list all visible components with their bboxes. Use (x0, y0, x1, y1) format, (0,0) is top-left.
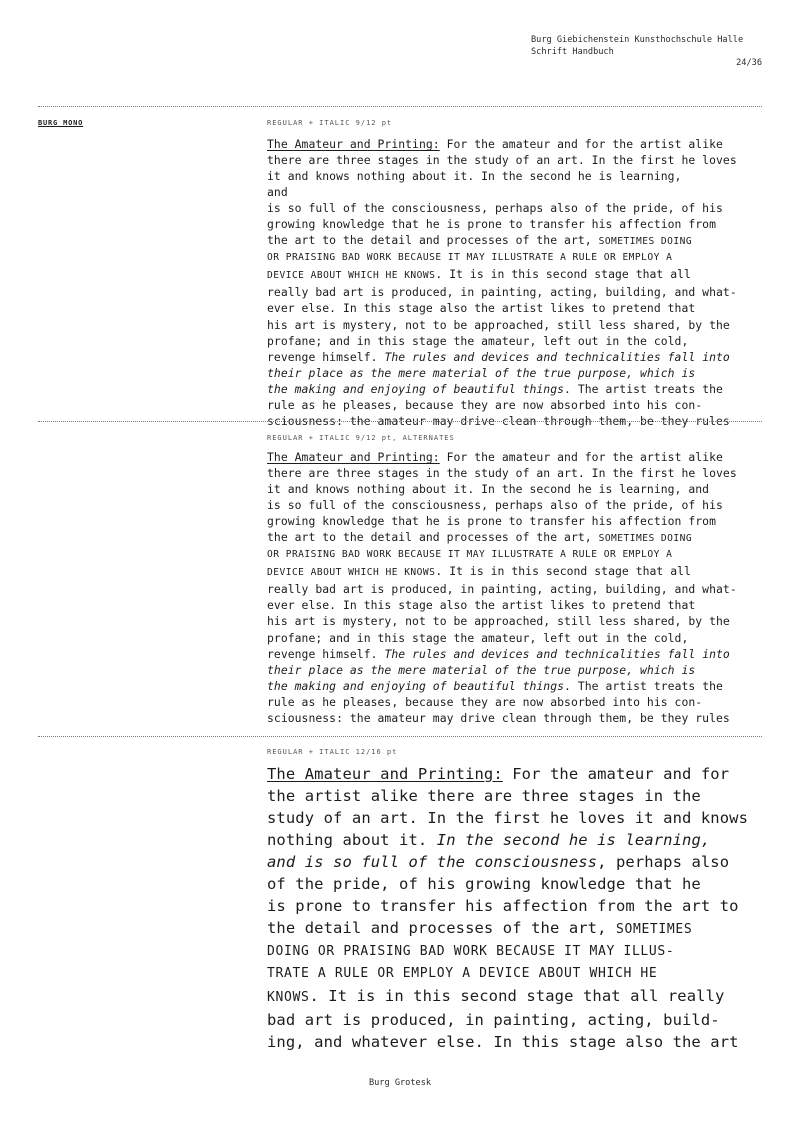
header-institution: Burg Giebichenstein Kunsthochschule Halle (531, 35, 744, 45)
sample-spec: REGULAR + ITALIC 9/12 pt (267, 119, 393, 127)
divider (38, 421, 762, 422)
divider (38, 736, 762, 737)
sample-heading: The Amateur and Printing: (267, 450, 440, 464)
type-sample: The Amateur and Printing: For the amateur and for the artist alike there are three stages in the study of an art. In the first he loves it and knows nothing about it. In the second he is learning, and is so full of the consciousness, perhaps also of the pride, of his growing knowledge that he is prone to transfer his affection from the art to the detail and processes of the art, SOMETIMES DOING OR PRAISING BAD WORK BECAUSE IT MAY ILLUS- TRATE A RULE OR EMPLOY A DEVICE ABOUT WHICH HE KNOWS. It is in this second stage that all really bad art is produced, in painting, acting, build- ing, and whatever else. In this stage also the art (267, 765, 749, 1051)
sample-spec: REGULAR + ITALIC 9/12 pt, ALTERNATES (267, 434, 455, 442)
header-document-title: Schrift Handbuch (531, 47, 614, 57)
font-name-label: BURG MONO (38, 119, 84, 127)
type-sample: The Amateur and Printing: For the amateur and for the artist alike there are three stages in the study of an art. In the first he loves it and knows nothing about it. In the second he is learning, and is so full of the consciousness, perhaps also of the pride, of his growing knowledge that he is prone to transfer his affection from the art to the detail and processes of the art, SOMETIMES DOING OR PRAISING BAD WORK BECAUSE IT MAY ILLUSTRATE A RULE OR EMPLOY A DEVICE ABOUT WHICH HE KNOWS. It is in this second stage that all really bad art is produced, in painting, acting, building, and what- ever else. In this stage also the artist likes to pretend that his art is mystery, not to be approached, still less shared, by the profane; and in this stage the amateur, left out in the cold, revenge himself. The rules and devices and technicalities fall into their place as the mere material of the true purpose, which is the making and enjoying of beautiful things. The artist treats the rule as he pleases, because they are now absorbed into his con- sciousness: the amateur may drive clean through them, be they rules (267, 450, 737, 725)
page-number: 24/36 (736, 58, 762, 68)
sample-spec: REGULAR + ITALIC 12/16 pt (267, 748, 398, 756)
sample-heading: The Amateur and Printing: (267, 137, 440, 151)
divider (38, 106, 762, 107)
page-footer: Burg Grotesk (368, 1078, 432, 1088)
sample-heading: The Amateur and Printing: (267, 765, 503, 783)
type-sample: The Amateur and Printing: For the amateur and for the artist alike there are three stages in the study of an art. In the first he loves it and knows nothing about it. In the second he is learning, and is so full of the consciousness, perhaps also of the pride, of his growing knowledge that he is prone to transfer his affection from the art to the detail and processes of the art, SOMETIMES DOING OR PRAISING BAD WORK BECAUSE IT MAY ILLUSTRATE A RULE OR EMPLOY A DEVICE ABOUT WHICH HE KNOWS. It is in this second stage that all really bad art is produced, in painting, acting, building, and what- ever else. In this stage also the artist likes to pretend that his art is mystery, not to be approached, still less shared, by the profane; and in this stage the amateur, left out in the cold, revenge himself. The rules and devices and technicalities fall into their place as the mere material of the true purpose, which is the making and enjoying of beautiful things. The artist treats the rule as he pleases, because they are now absorbed into his con- sciousness: the amateur may drive clean through them, be they rules (267, 137, 737, 428)
page-header (531, 34, 743, 58)
